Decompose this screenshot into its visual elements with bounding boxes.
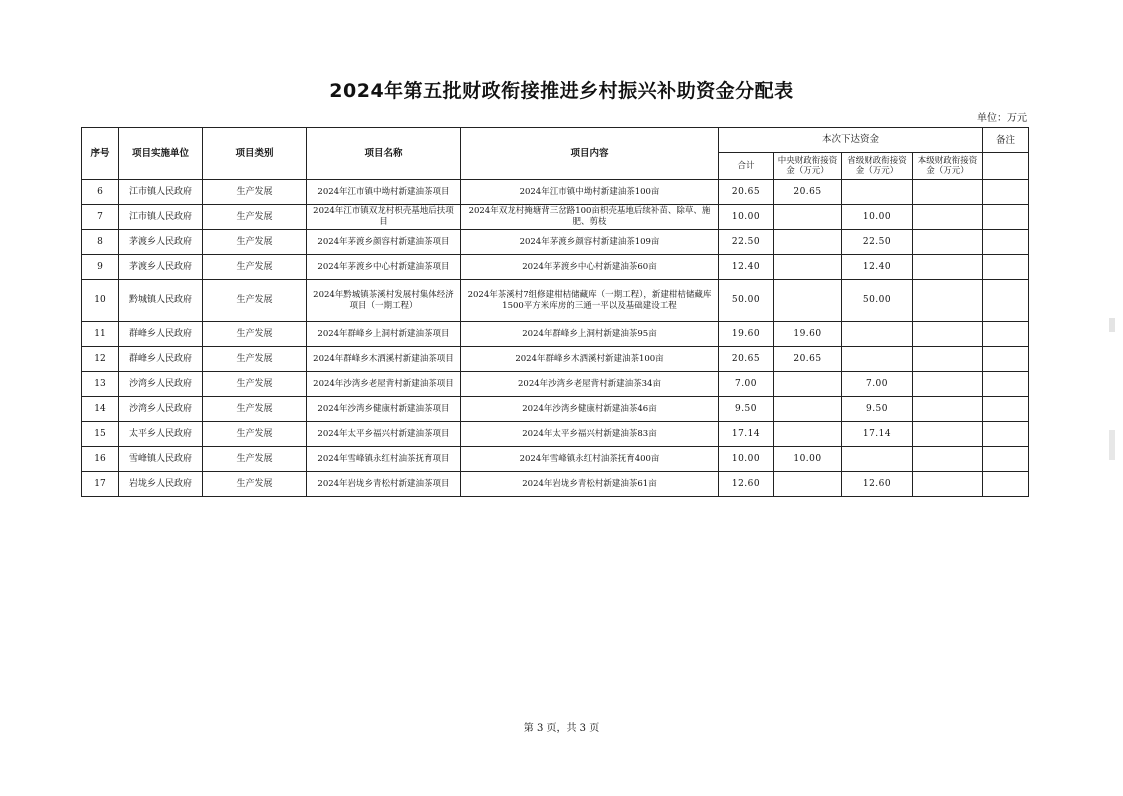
cell-unit: 茅渡乡人民政府 [119,255,203,280]
cell-name: 2024年江市镇中坳村新建油茶项目 [307,180,461,205]
header-central: 中央财政衔接资金（万元） [774,153,842,180]
cell-content: 2024年群峰乡上洞村新建油茶95亩 [461,322,719,347]
scan-artifact [1109,430,1115,460]
cell-central: 20.65 [774,347,842,372]
header-name: 项目名称 [307,128,461,180]
cell-content: 2024年双龙村掩塘背三岔路100亩枳壳基地后续补苗、除草、施肥、剪枝 [461,205,719,230]
cell-category: 生产发展 [203,180,307,205]
cell-index: 9 [82,255,119,280]
table-row [82,447,1029,472]
cell-index: 11 [82,322,119,347]
cell-total: 9.50 [719,397,774,422]
header-provincial: 省级财政衔接资金（万元） [842,153,913,180]
cell-name: 2024年沙湾乡健康村新建油茶项目 [307,397,461,422]
cell-provincial [842,447,913,472]
cell-remarks [983,397,1029,422]
cell-index: 13 [82,372,119,397]
cell-unit: 群峰乡人民政府 [119,322,203,347]
cell-name: 2024年江市镇双龙村枳壳基地后扶项目 [307,205,461,230]
cell-index: 10 [82,280,119,322]
cell-content: 2024年茅渡乡颜容村新建油茶109亩 [461,230,719,255]
table-row [82,372,1029,397]
cell-remarks [983,205,1029,230]
cell-central [774,372,842,397]
table-row [82,322,1029,347]
cell-category: 生产发展 [203,280,307,322]
cell-county [913,255,983,280]
cell-central [774,205,842,230]
header-county: 本级财政衔接资金（万元） [913,153,983,180]
cell-county [913,322,983,347]
cell-name: 2024年沙湾乡老屋背村新建油茶项目 [307,372,461,397]
table-row [82,347,1029,372]
cell-remarks [983,255,1029,280]
cell-category: 生产发展 [203,422,307,447]
cell-content: 2024年沙湾乡健康村新建油茶46亩 [461,397,719,422]
cell-remarks [983,230,1029,255]
cell-index: 15 [82,422,119,447]
cell-remarks [983,180,1029,205]
cell-name: 2024年茅渡乡中心村新建油茶项目 [307,255,461,280]
cell-county [913,205,983,230]
header-remarks: 备注 [983,128,1029,153]
cell-name: 2024年茅渡乡颜容村新建油茶项目 [307,230,461,255]
table-row [82,180,1029,205]
page-title: 2024年第五批财政衔接推进乡村振兴补助资金分配表 [329,80,794,102]
cell-total: 10.00 [719,205,774,230]
header-remarks-blank [983,153,1029,180]
cell-index: 6 [82,180,119,205]
cell-unit: 江市镇人民政府 [119,205,203,230]
cell-remarks [983,322,1029,347]
cell-central: 19.60 [774,322,842,347]
cell-content: 2024年岩垅乡青松村新建油茶61亩 [461,472,719,497]
cell-remarks [983,280,1029,322]
cell-unit: 江市镇人民政府 [119,180,203,205]
cell-category: 生产发展 [203,322,307,347]
cell-index: 12 [82,347,119,372]
cell-index: 14 [82,397,119,422]
table-row [82,397,1029,422]
cell-central: 20.65 [774,180,842,205]
cell-provincial: 7.00 [842,372,913,397]
cell-category: 生产发展 [203,347,307,372]
cell-central [774,422,842,447]
cell-category: 生产发展 [203,205,307,230]
cell-county [913,180,983,205]
cell-unit: 岩垅乡人民政府 [119,472,203,497]
cell-unit: 群峰乡人民政府 [119,347,203,372]
cell-provincial [842,347,913,372]
table-row [82,230,1029,255]
header-content: 项目内容 [461,128,719,180]
page-number: 第 3 页，共 3 页 [523,723,600,734]
cell-provincial: 12.60 [842,472,913,497]
cell-content: 2024年群峰乡木洒溪村新建油茶100亩 [461,347,719,372]
cell-total: 22.50 [719,230,774,255]
header-index: 序号 [82,128,119,180]
table-row [82,205,1029,230]
cell-provincial: 50.00 [842,280,913,322]
cell-county [913,280,983,322]
cell-name: 2024年黔城镇茶溪村发展村集体经济项目（一期工程） [307,280,461,322]
cell-county [913,372,983,397]
cell-category: 生产发展 [203,472,307,497]
cell-name: 2024年雪峰镇永红村油茶抚育项目 [307,447,461,472]
table-row [82,422,1029,447]
cell-unit: 沙湾乡人民政府 [119,397,203,422]
cell-content: 2024年雪峰镇永红村油茶抚育400亩 [461,447,719,472]
cell-name: 2024年太平乡福兴村新建油茶项目 [307,422,461,447]
cell-total: 50.00 [719,280,774,322]
cell-total: 17.14 [719,422,774,447]
cell-category: 生产发展 [203,397,307,422]
table-row [82,472,1029,497]
table-body [82,180,1029,497]
cell-remarks [983,372,1029,397]
cell-county [913,347,983,372]
cell-county [913,230,983,255]
cell-provincial: 10.00 [842,205,913,230]
cell-provincial [842,322,913,347]
scan-artifact [1109,318,1115,332]
cell-provincial: 12.40 [842,255,913,280]
cell-provincial [842,180,913,205]
cell-central: 10.00 [774,447,842,472]
table-row [82,255,1029,280]
cell-central [774,397,842,422]
cell-content: 2024年茶溪村7组修建柑桔储藏库（一期工程），新建柑桔储藏库1500平方米库房的三通一平以及基础建设工程 [461,280,719,322]
cell-county [913,447,983,472]
cell-name: 2024年群峰乡木洒溪村新建油茶项目 [307,347,461,372]
cell-index: 7 [82,205,119,230]
cell-category: 生产发展 [203,372,307,397]
cell-total: 7.00 [719,372,774,397]
cell-total: 12.40 [719,255,774,280]
allocation-table [81,127,1029,497]
cell-index: 8 [82,230,119,255]
cell-central [774,472,842,497]
cell-unit: 太平乡人民政府 [119,422,203,447]
cell-remarks [983,422,1029,447]
cell-index: 17 [82,472,119,497]
header-funds-group: 本次下达资金 [719,128,983,153]
cell-name: 2024年岩垅乡青松村新建油茶项目 [307,472,461,497]
cell-total: 20.65 [719,347,774,372]
cell-category: 生产发展 [203,447,307,472]
cell-index: 16 [82,447,119,472]
header-total: 合计 [719,153,774,180]
cell-total: 10.00 [719,447,774,472]
cell-category: 生产发展 [203,230,307,255]
cell-central [774,280,842,322]
cell-unit: 茅渡乡人民政府 [119,230,203,255]
cell-total: 12.60 [719,472,774,497]
cell-total: 19.60 [719,322,774,347]
cell-content: 2024年茅渡乡中心村新建油茶60亩 [461,255,719,280]
cell-content: 2024年江市镇中坳村新建油茶100亩 [461,180,719,205]
cell-provincial: 22.50 [842,230,913,255]
cell-remarks [983,447,1029,472]
cell-remarks [983,472,1029,497]
cell-provincial: 9.50 [842,397,913,422]
header-unit: 项目实施单位 [119,128,203,180]
unit-label: 单位：万元 [977,113,1027,124]
table-row [82,280,1029,322]
header-category: 项目类别 [203,128,307,180]
cell-total: 20.65 [719,180,774,205]
cell-remarks [983,347,1029,372]
cell-county [913,472,983,497]
cell-name: 2024年群峰乡上洞村新建油茶项目 [307,322,461,347]
cell-category: 生产发展 [203,255,307,280]
cell-central [774,230,842,255]
cell-content: 2024年太平乡福兴村新建油茶83亩 [461,422,719,447]
cell-county [913,422,983,447]
cell-provincial: 17.14 [842,422,913,447]
cell-unit: 雪峰镇人民政府 [119,447,203,472]
cell-content: 2024年沙湾乡老屋背村新建油茶34亩 [461,372,719,397]
cell-county [913,397,983,422]
cell-central [774,255,842,280]
cell-unit: 沙湾乡人民政府 [119,372,203,397]
cell-unit: 黔城镇人民政府 [119,280,203,322]
